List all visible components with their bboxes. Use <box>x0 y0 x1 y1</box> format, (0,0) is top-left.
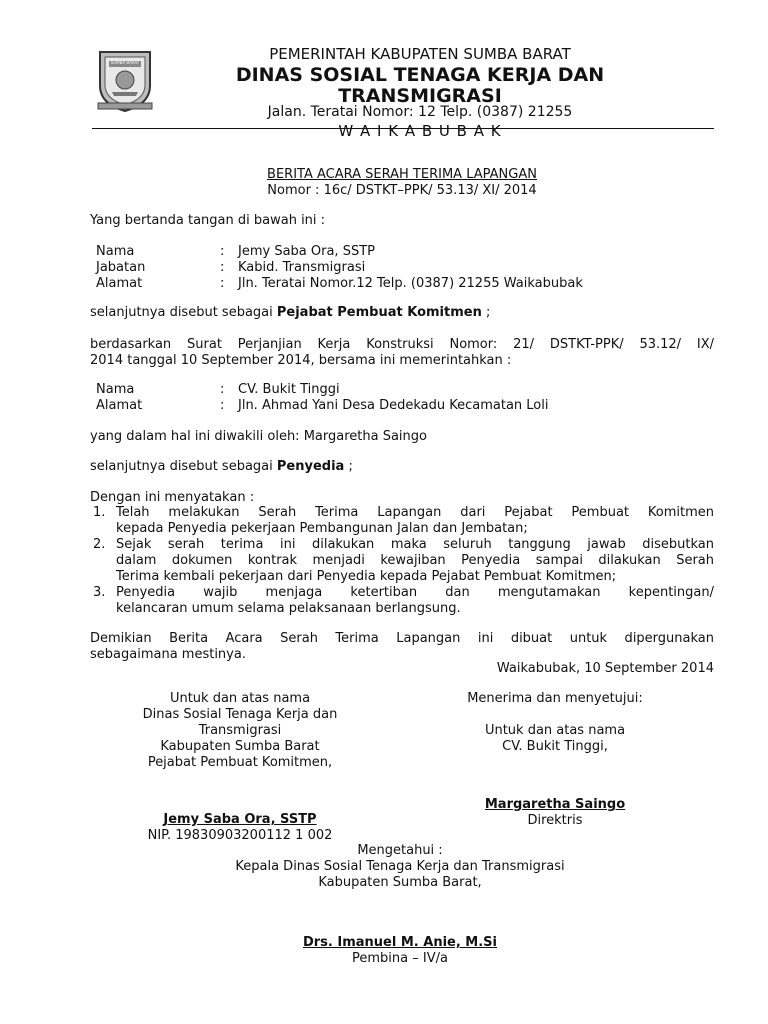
party2-role-line <box>90 459 353 475</box>
party2-represented: yang dalam hal ini diwakili oleh: Margaretha Saingo <box>90 429 427 444</box>
point-3-line2: kelancaran umum selama pelaksanaan berlangsung. <box>116 601 461 616</box>
sign-left-line1: Untuk dan atas nama <box>169 691 311 706</box>
party1-position-value: Kabid. Transmigrasi <box>238 260 366 275</box>
party1-address-label: Alamat <box>96 276 143 291</box>
agency-name-line1: DINAS SOSIAL TENAGA KERJA DAN <box>235 64 605 86</box>
document-title: BERITA ACARA SERAH TERIMA LAPANGAN <box>267 167 537 182</box>
point-1-line2: kepada Penyedia pekerjaan Pembangunan Jalan dan Jembatan; <box>116 521 528 536</box>
sign-right-line1: Menerima dan menyetujui: <box>467 691 643 706</box>
party1-name-value: Jemy Saba Ora, SSTP <box>238 244 375 259</box>
sign-left-nip: NIP. 19830903200112 1 002 <box>147 828 333 843</box>
document-number: Nomor : 16c/ DSTKT–PPK/ 53.13/ XI/ 2014 <box>267 183 537 198</box>
agency-name-line2: TRANSMIGRASI <box>338 85 502 107</box>
party1-address-sep: : <box>220 276 225 291</box>
party2-address-label: Alamat <box>96 398 143 413</box>
point-1-number: 1. <box>93 505 106 520</box>
party2-name-label: Nama <box>96 382 135 397</box>
closing-line2: sebagaimana mestinya. <box>90 647 246 662</box>
party2-name-sep: : <box>220 382 225 397</box>
party2-role-suffix: ; <box>344 459 353 474</box>
ack-rank: Pembina – IV/a <box>352 951 448 966</box>
sign-left-name: Jemy Saba Ora, SSTP <box>163 812 317 827</box>
point-2-line3: Terima kembali pekerjaan dari Penyedia kepada Pejabat Pembuat Komitmen; <box>116 569 617 584</box>
party2-name-value: CV. Bukit Tinggi <box>238 382 340 397</box>
point-2-line2: dalam dokumen kontrak menjadi kewajiban Penyedia sampai dilakukan Serah <box>116 553 714 568</box>
regency-logo-icon <box>92 48 158 114</box>
ack-line1: Mengetahui : <box>357 843 443 858</box>
sign-right-title: Direktris <box>527 813 583 828</box>
party2-address-sep: : <box>220 398 225 413</box>
party1-position-sep: : <box>220 260 225 275</box>
party1-role-line <box>90 305 490 321</box>
party1-position-label: Jabatan <box>96 260 146 275</box>
party1-address-value: Jln. Teratai Nomor.12 Telp. (0387) 21255 Waikabubak <box>238 276 583 291</box>
sign-right-line3: CV. Bukit Tinggi, <box>502 739 608 754</box>
party1-role-prefix: selanjutnya disebut sebagai <box>90 305 277 320</box>
party2-address-value: Jln. Ahmad Yani Desa Dedekadu Kecamatan Loli <box>238 398 549 413</box>
sign-left-line5: Pejabat Pembuat Komitmen, <box>147 755 333 770</box>
party2-role-prefix: selanjutnya disebut sebagai <box>90 459 277 474</box>
point-3-number: 3. <box>93 585 106 600</box>
party1-name-sep: : <box>220 244 225 259</box>
ack-line3: Kabupaten Sumba Barat, <box>318 875 482 890</box>
city-name: W A I K A B U B A K <box>338 122 502 140</box>
sign-right-name: Margaretha Saingo <box>484 797 626 812</box>
sign-left-line2: Dinas Sosial Tenaga Kerja dan <box>142 707 338 722</box>
intro-text: Yang bertanda tangan di bawah ini : <box>90 213 326 228</box>
government-name: PEMERINTAH KABUPATEN SUMBA BARAT <box>269 45 571 63</box>
party1-role-suffix: ; <box>481 305 491 320</box>
closing-line1: Demikian Berita Acara Serah Terima Lapangan ini dibuat untuk dipergunakan <box>90 631 714 646</box>
ack-line2: Kepala Dinas Sosial Tenaga Kerja dan Transmigrasi <box>235 859 565 874</box>
sign-right-line2: Untuk dan atas nama <box>484 723 626 738</box>
letterhead <box>0 0 768 140</box>
party1-role-name: Pejabat Pembuat Komitmen <box>276 305 482 320</box>
basis-line2: 2014 tanggal 10 September 2014, bersama ini memerintahkan : <box>90 353 512 368</box>
party2-role-name: Penyedia <box>276 459 345 474</box>
statement-intro: Dengan ini menyatakan : <box>90 490 255 505</box>
agency-address: Jalan. Teratai Nomor: 12 Telp. (0387) 21255 <box>267 104 573 120</box>
sign-left-line3: Transmigrasi <box>198 723 282 738</box>
party1-name-label: Nama <box>96 244 135 259</box>
point-2-line1: Sejak serah terima ini dilakukan maka seluruh tanggung jawab disebutkan <box>116 537 714 552</box>
point-2-number: 2. <box>93 537 106 552</box>
basis-line1: berdasarkan Surat Perjanjian Kerja Konstruksi Nomor: 21/ DSTKT-PPK/ 53.12/ IX/ <box>90 337 714 352</box>
ack-name: Drs. Imanuel M. Anie, M.Si <box>302 935 498 950</box>
place-date: Waikabubak, 10 September 2014 <box>496 661 714 676</box>
sign-left-line4: Kabupaten Sumba Barat <box>160 739 320 754</box>
logo-caption: SUMBA BARAT <box>110 60 140 65</box>
point-1-line1: Telah melakukan Serah Terima Lapangan dari Pejabat Pembuat Komitmen <box>116 505 714 520</box>
point-3-line1: Penyedia wajib menjaga ketertiban dan mengutamakan kepentingan/ <box>116 585 714 600</box>
